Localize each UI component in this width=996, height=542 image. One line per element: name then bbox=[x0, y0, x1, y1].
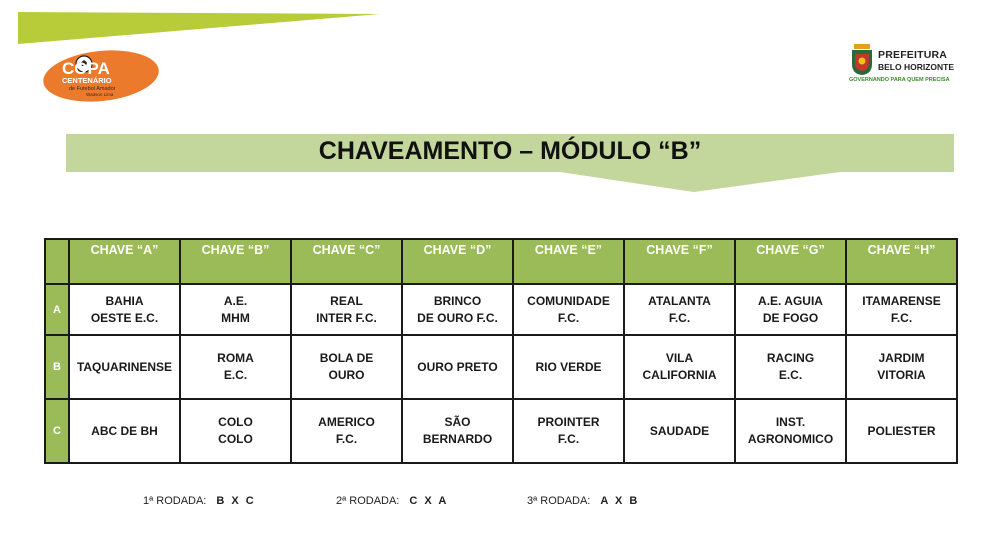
team-cell: SÃO BERNARDO bbox=[402, 399, 513, 463]
team-cell: BOLA DE OURO bbox=[291, 335, 402, 399]
decorative-top-stripe bbox=[0, 0, 400, 50]
team-cell: BRINCO DE OURO F.C. bbox=[402, 284, 513, 335]
team-cell: JARDIM VITORIA bbox=[846, 335, 957, 399]
copa-logo-subtitle: CENTENÁRIO bbox=[62, 76, 112, 85]
team-cell: ITAMARENSE F.C. bbox=[846, 284, 957, 335]
copa-logo-tagline: de Futebol Amador bbox=[69, 86, 116, 92]
team-cell: COLO COLO bbox=[180, 399, 291, 463]
team-cell: POLIESTER bbox=[846, 399, 957, 463]
column-header-chave-d: CHAVE “D” bbox=[402, 239, 513, 284]
column-header-chave-f: CHAVE “F” bbox=[624, 239, 735, 284]
team-cell: TAQUARINENSE bbox=[69, 335, 180, 399]
copa-logo-title: COPA bbox=[62, 59, 110, 78]
team-cell: AMERICO F.C. bbox=[291, 399, 402, 463]
team-cell: A.E. AGUIA DE FOGO bbox=[735, 284, 846, 335]
round-label: 2ª RODADA: bbox=[336, 495, 400, 507]
copa-logo-honoree: Wadson Lima bbox=[86, 92, 114, 97]
team-cell: RIO VERDE bbox=[513, 335, 624, 399]
row-label-b: B bbox=[45, 335, 69, 399]
team-cell: ATALANTA F.C. bbox=[624, 284, 735, 335]
bracket-table bbox=[44, 238, 958, 464]
city-name-label: BELO HORIZONTE bbox=[878, 62, 955, 72]
team-cell: COMUNIDADE F.C. bbox=[513, 284, 624, 335]
prefeitura-bh-logo bbox=[848, 44, 958, 88]
bracket-header-row bbox=[45, 239, 957, 284]
row-label-c: C bbox=[45, 399, 69, 463]
corner-cell bbox=[45, 239, 69, 284]
copa-logo-graphic bbox=[42, 48, 160, 104]
bracket-row-b bbox=[45, 335, 957, 399]
round-match: B X C bbox=[216, 495, 256, 507]
team-cell: OURO PRETO bbox=[402, 335, 513, 399]
city-slogan: GOVERNANDO PARA QUEM PRECISA bbox=[849, 77, 950, 83]
page-title: CHAVEAMENTO – MÓDULO “B” bbox=[318, 137, 702, 165]
team-cell: VILA CALIFORNIA bbox=[624, 335, 735, 399]
column-header-chave-e: CHAVE “E” bbox=[513, 239, 624, 284]
column-header-chave-g: CHAVE “G” bbox=[735, 239, 846, 284]
round-label: 1ª RODADA: bbox=[143, 495, 207, 507]
team-cell: ROMA E.C. bbox=[180, 335, 291, 399]
team-cell: ABC DE BH bbox=[69, 399, 180, 463]
round-label: 3ª RODADA: bbox=[527, 495, 591, 507]
column-header-chave-a: CHAVE “A” bbox=[69, 239, 180, 284]
column-header-chave-h: CHAVE “H” bbox=[846, 239, 957, 284]
column-header-chave-b: CHAVE “B” bbox=[180, 239, 291, 284]
column-header-chave-c: CHAVE “C” bbox=[291, 239, 402, 284]
round-1 bbox=[143, 495, 256, 507]
city-crest-icon bbox=[850, 44, 874, 76]
round-2 bbox=[336, 495, 448, 507]
team-cell: BAHIA OESTE E.C. bbox=[69, 284, 180, 335]
round-match: C X A bbox=[409, 495, 449, 507]
copa-centenario-logo bbox=[42, 48, 160, 104]
round-3 bbox=[527, 495, 639, 507]
prefeitura-label: PREFEITURA bbox=[878, 49, 948, 61]
team-cell: RACING E.C. bbox=[735, 335, 846, 399]
bracket-row-c bbox=[45, 399, 957, 463]
row-label-a: A bbox=[45, 284, 69, 335]
team-cell: REAL INTER F.C. bbox=[291, 284, 402, 335]
team-cell: INST. AGRONOMICO bbox=[735, 399, 846, 463]
round-match: A X B bbox=[600, 495, 640, 507]
team-cell: SAUDADE bbox=[624, 399, 735, 463]
bracket-row-a bbox=[45, 284, 957, 335]
team-cell: A.E. MHM bbox=[180, 284, 291, 335]
team-cell: PROINTER F.C. bbox=[513, 399, 624, 463]
